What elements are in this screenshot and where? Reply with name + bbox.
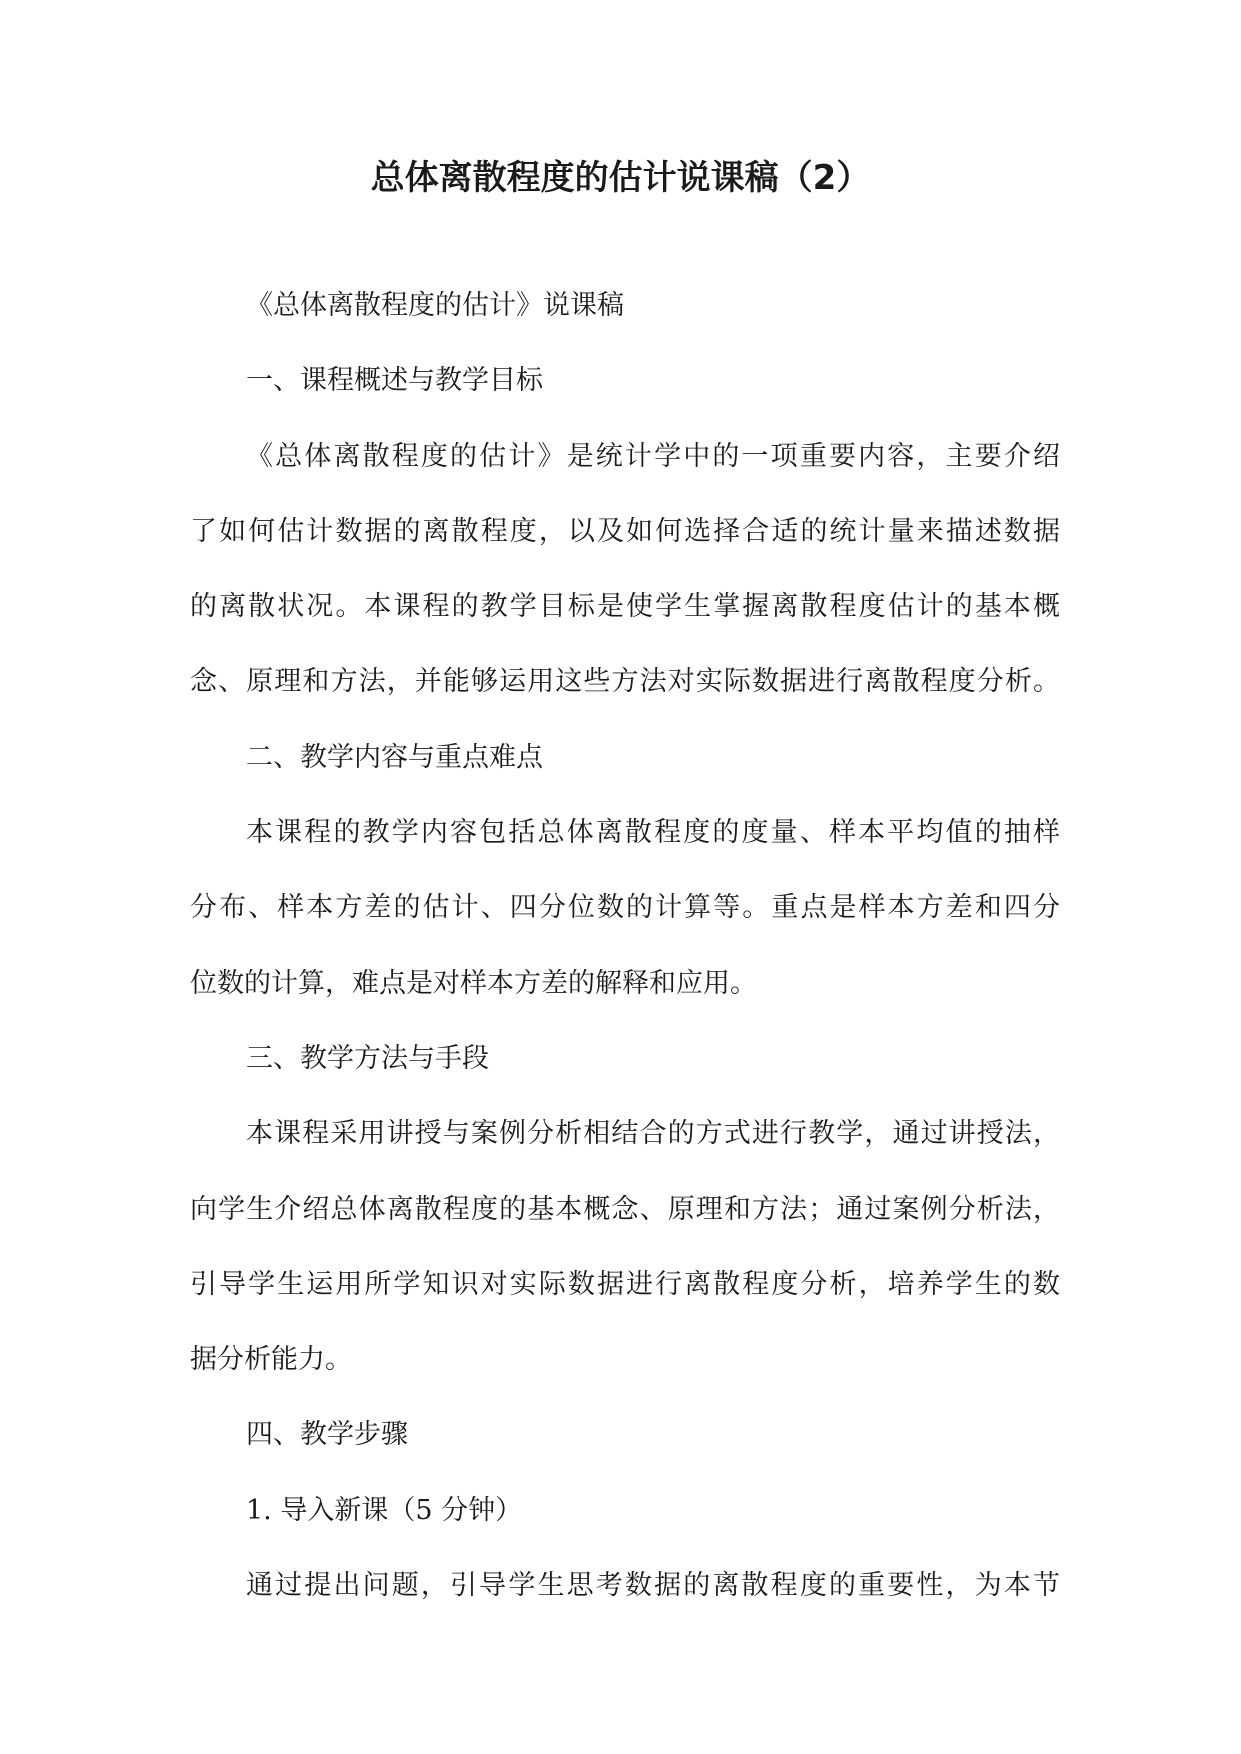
text-line: 《总体离散程度的估计》说课稿 <box>246 290 624 321</box>
text-line: 的离散状况。本课程的教学目标是使学生掌握离散程度估计的基本概 <box>190 591 1060 623</box>
text-line: 据分析能力。 <box>190 1344 352 1376</box>
text-line: 本课程的教学内容包括总体离散程度的度量、样本平均值的抽样 <box>246 817 1060 849</box>
text-line: 三、教学方法与手段 <box>246 1042 489 1074</box>
text-line: 四、教学步骤 <box>246 1419 408 1451</box>
text-line: 本课程采用讲授与案例分析相结合的方式进行教学，通过讲授法， <box>246 1118 1060 1150</box>
text-line: 二、教学内容与重点难点 <box>246 741 543 773</box>
text-line: 分布、样本方差的估计、四分位数的计算等。重点是样本方差和四分 <box>190 892 1060 924</box>
text-line: 念、原理和方法，并能够运用这些方法对实际数据进行离散程度分析。 <box>190 666 1060 698</box>
text-line: 《总体离散程度的估计》是统计学中的一项重要内容，主要介绍 <box>246 440 1060 472</box>
document-title: 总体离散程度的估计说课稿（2） <box>370 158 871 198</box>
text-line: 了如何估计数据的离散程度，以及如何选择合适的统计量来描述数据 <box>190 515 1060 547</box>
text-line: 引导学生运用所学知识对实际数据进行离散程度分析，培养学生的数 <box>190 1268 1060 1300</box>
text-line: 一、课程概述与教学目标 <box>246 365 543 397</box>
text-line: 1. 导入新课（5 分钟） <box>246 1494 523 1526</box>
text-line: 向学生介绍总体离散程度的基本概念、原理和方法；通过案例分析法， <box>190 1193 1060 1225</box>
text-line: 通过提出问题，引导学生思考数据的离散程度的重要性，为本节 <box>246 1570 1060 1602</box>
document-body <box>190 268 1060 1623</box>
text-line: 位数的计算，难点是对样本方差的解释和应用。 <box>190 967 757 999</box>
